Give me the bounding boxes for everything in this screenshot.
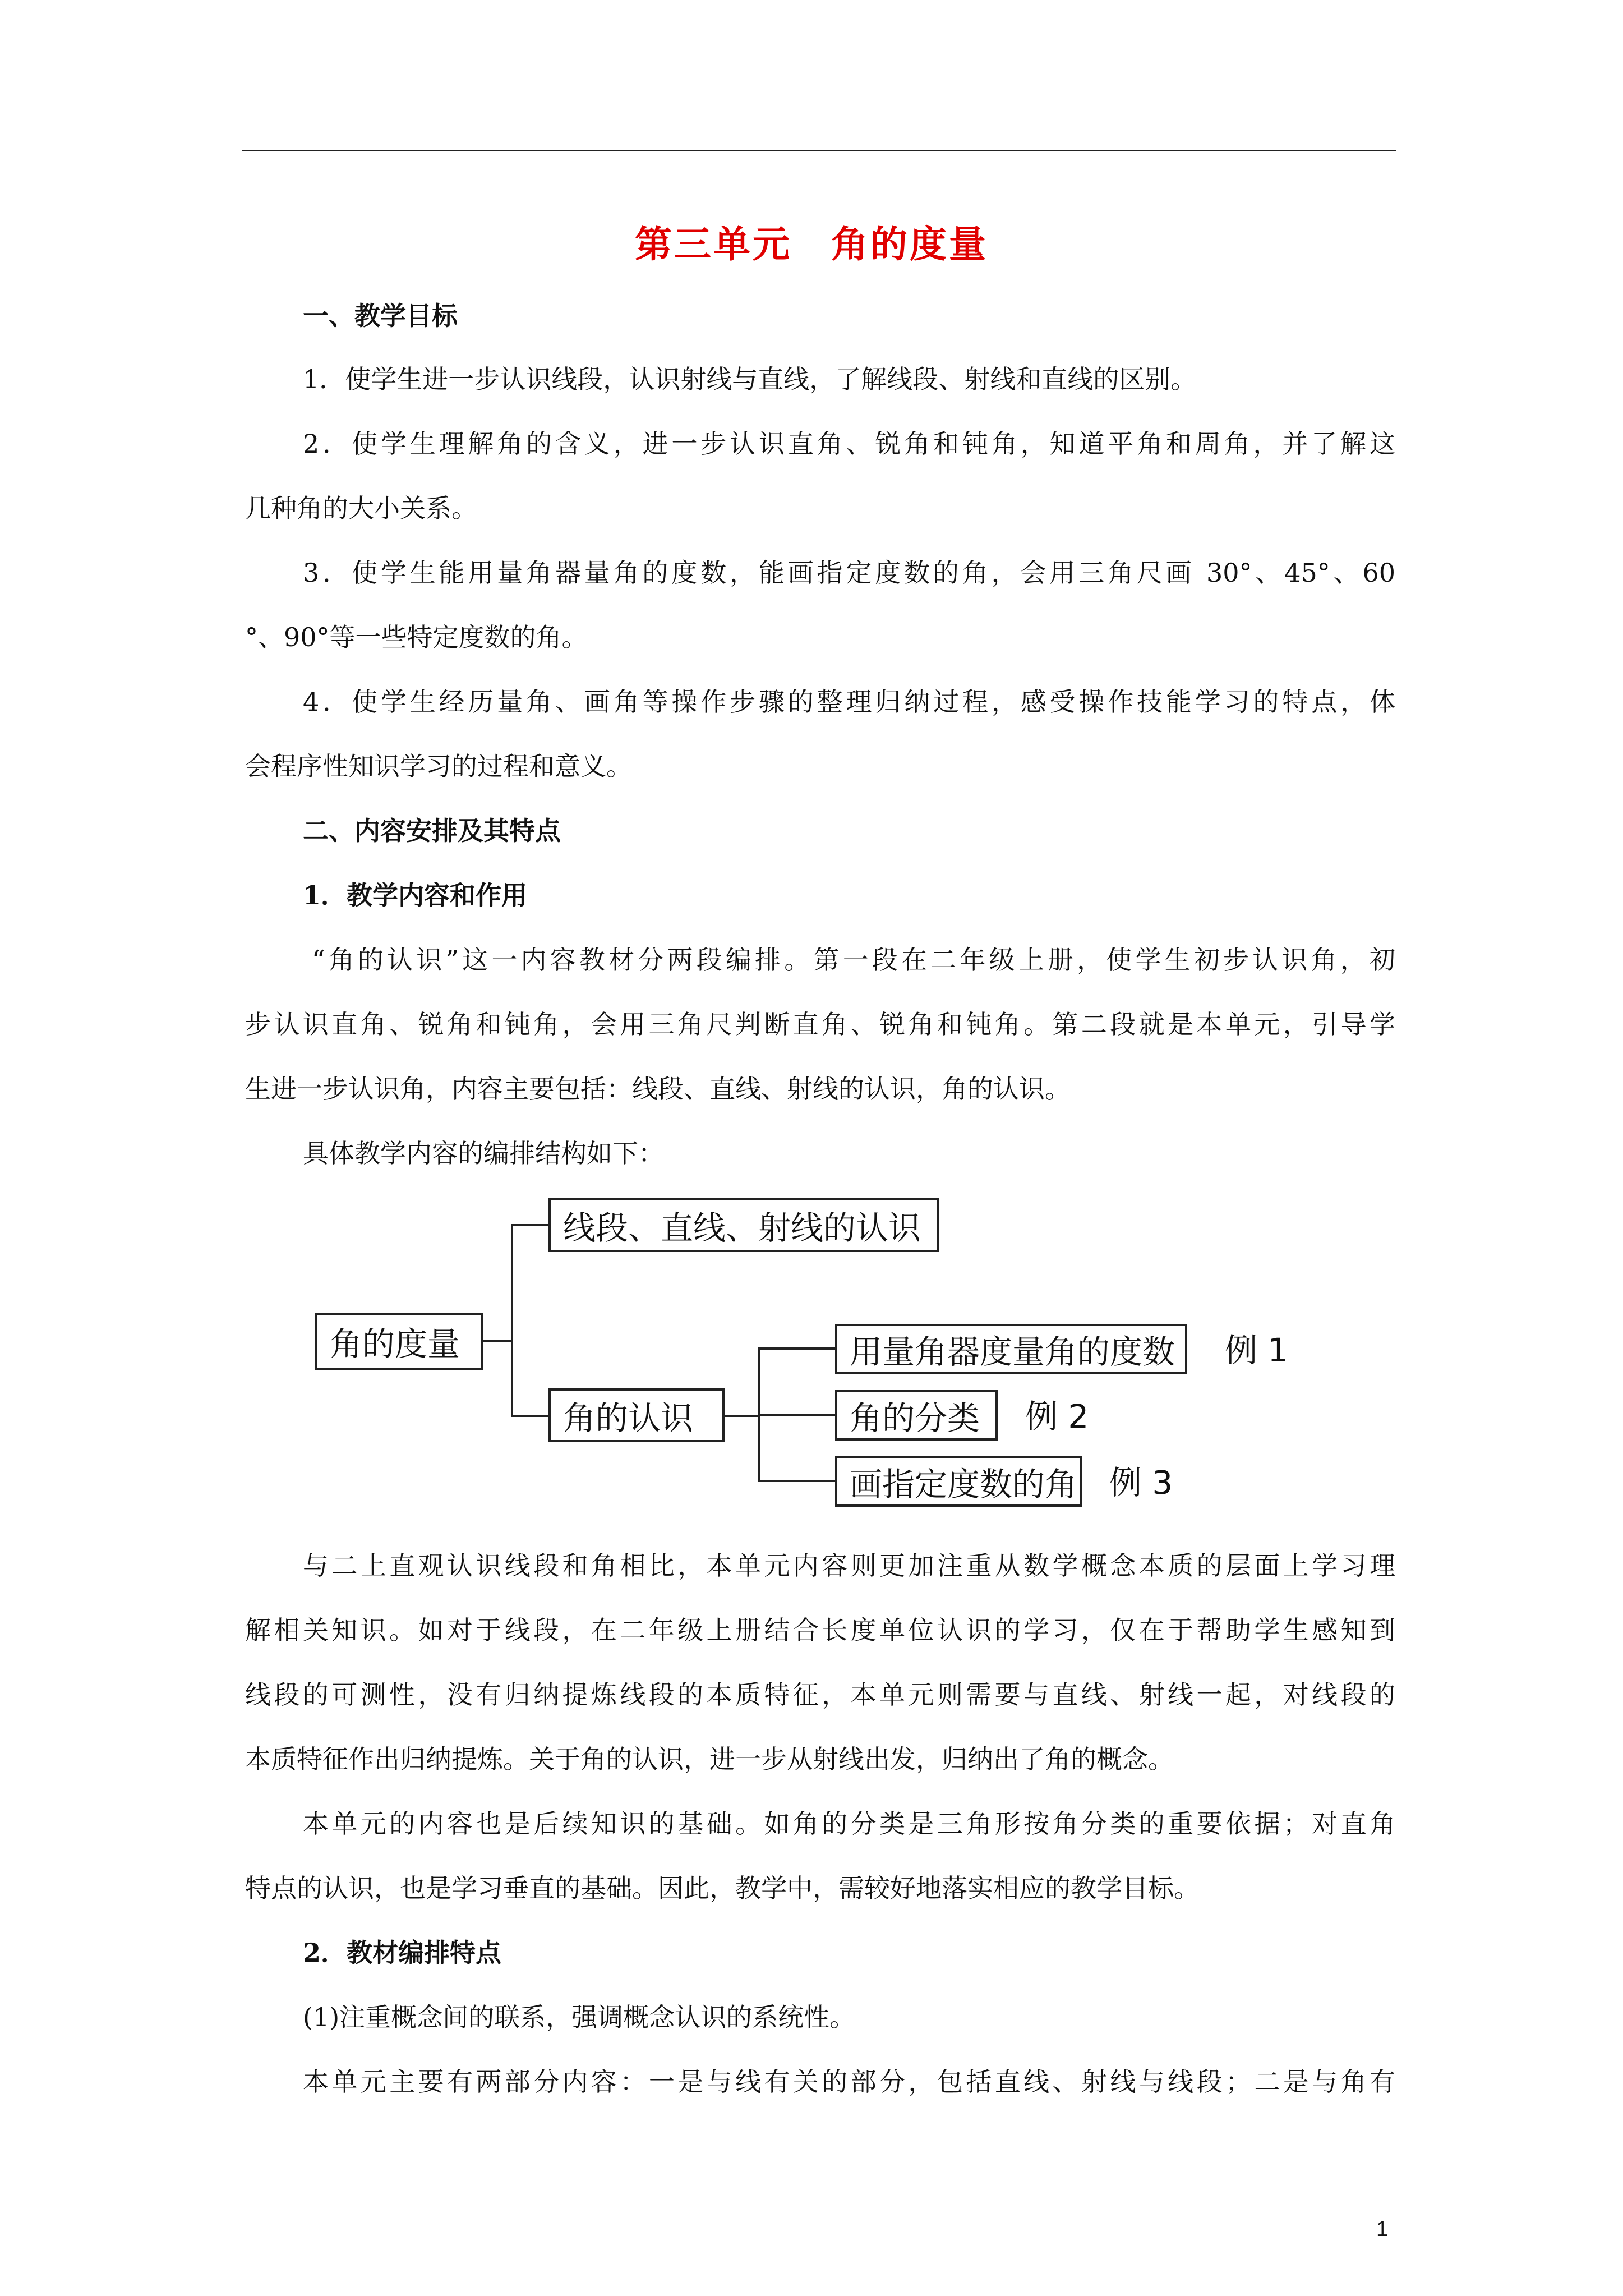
section-heading-content: 二、内容安排及其特点 [303, 816, 561, 846]
paragraph-line: 线段的可测性，没有归纳提炼线段的本质特征，本单元则需要与直线、射线一起，对线段的 [245, 1680, 1395, 1710]
paragraph-line: 特点的认识，也是学习垂直的基础。因此，教学中，需较好地落实相应的教学目标。 [245, 1873, 1200, 1903]
connector [758, 1480, 835, 1482]
paragraph-line: 本单元的内容也是后续知识的基础。如角的分类是三角形按角分类的重要依据；对直角 [303, 1809, 1395, 1839]
objective-3-cont: °、90°等一些特定度数的角。 [245, 622, 588, 652]
diagram-leaf-classify-box: 角的分类 [835, 1390, 998, 1441]
diagram-branch-lines-box: 线段、直线、射线的认识 [548, 1198, 939, 1252]
diagram-root-box: 角的度量 [315, 1313, 483, 1370]
diagram-leaf-measure-box: 用量角器度量角的度数 [835, 1324, 1187, 1374]
example-label-2: 例 2 [1025, 1397, 1089, 1435]
connector [511, 1224, 513, 1417]
objective-4-cont: 会程序性知识学习的过程和意义。 [245, 751, 632, 781]
connector [511, 1415, 548, 1417]
page-number: 1 [1376, 2217, 1389, 2241]
objective-3: 3．使学生能用量角器量角的度数，能画指定度数的角，会用三角尺画 30°、45°、60 [303, 558, 1395, 588]
subheading-features: 2．教材编排特点 [303, 1938, 502, 1968]
connector [722, 1415, 760, 1417]
example-label-1: 例 1 [1225, 1331, 1289, 1369]
paragraph-line: 本质特征作出归纳提炼。关于角的认识，进一步从射线出发，归纳出了角的概念。 [245, 1744, 1174, 1774]
paragraph-line: 步认识直角、锐角和钝角，会用三角尺判断直角、锐角和钝角。第二段就是本单元，引导学 [245, 1009, 1395, 1039]
connector [758, 1347, 835, 1350]
paragraph-line: 解相关知识。如对于线段，在二年级上册结合长度单位认识的学习，仅在于帮助学生感知到 [245, 1615, 1395, 1645]
subheading-content-role: 1．教学内容和作用 [303, 880, 528, 910]
example-label-3: 例 3 [1109, 1464, 1173, 1502]
connector [758, 1414, 835, 1416]
section-heading-objectives: 一、教学目标 [303, 301, 458, 331]
paragraph-line: 与二上直观认识线段和角相比，本单元内容则更加注重从数学概念本质的层面上学习理 [303, 1550, 1395, 1581]
page-title: 第三单元 角的度量 [635, 222, 988, 266]
connector [481, 1340, 513, 1342]
diagram-branch-angle-box: 角的认识 [548, 1388, 725, 1442]
paragraph-line: 生进一步认识角，内容主要包括：线段、直线、射线的认识，角的认识。 [245, 1074, 1071, 1104]
objective-2: 2．使学生理解角的含义，进一步认识直角、锐角和钝角，知道平角和周角，并了解这 [303, 429, 1395, 459]
objective-4: 4．使学生经历量角、画角等操作步骤的整理归纳过程，感受操作技能学习的特点，体 [303, 687, 1395, 717]
connector [511, 1224, 548, 1226]
diagram-leaf-draw-box: 画指定度数的角 [835, 1456, 1082, 1507]
objective-2-cont: 几种角的大小关系。 [245, 493, 477, 523]
header-rule [242, 150, 1396, 151]
paragraph-line: (1)注重概念间的联系，强调概念认识的系统性。 [303, 2002, 856, 2032]
paragraph-line: 本单元主要有两部分内容：一是与线有关的部分，包括直线、射线与线段；二是与角有 [303, 2067, 1395, 2097]
paragraph-line: 具体教学内容的编排结构如下： [303, 1138, 664, 1168]
paragraph-line: “角的认识”这一内容教材分两段编排。第一段在二年级上册，使学生初步认识角，初 [312, 945, 1395, 975]
objective-1: 1．使学生进一步认识线段，认识射线与直线，了解线段、射线和直线的区别。 [303, 364, 1197, 394]
